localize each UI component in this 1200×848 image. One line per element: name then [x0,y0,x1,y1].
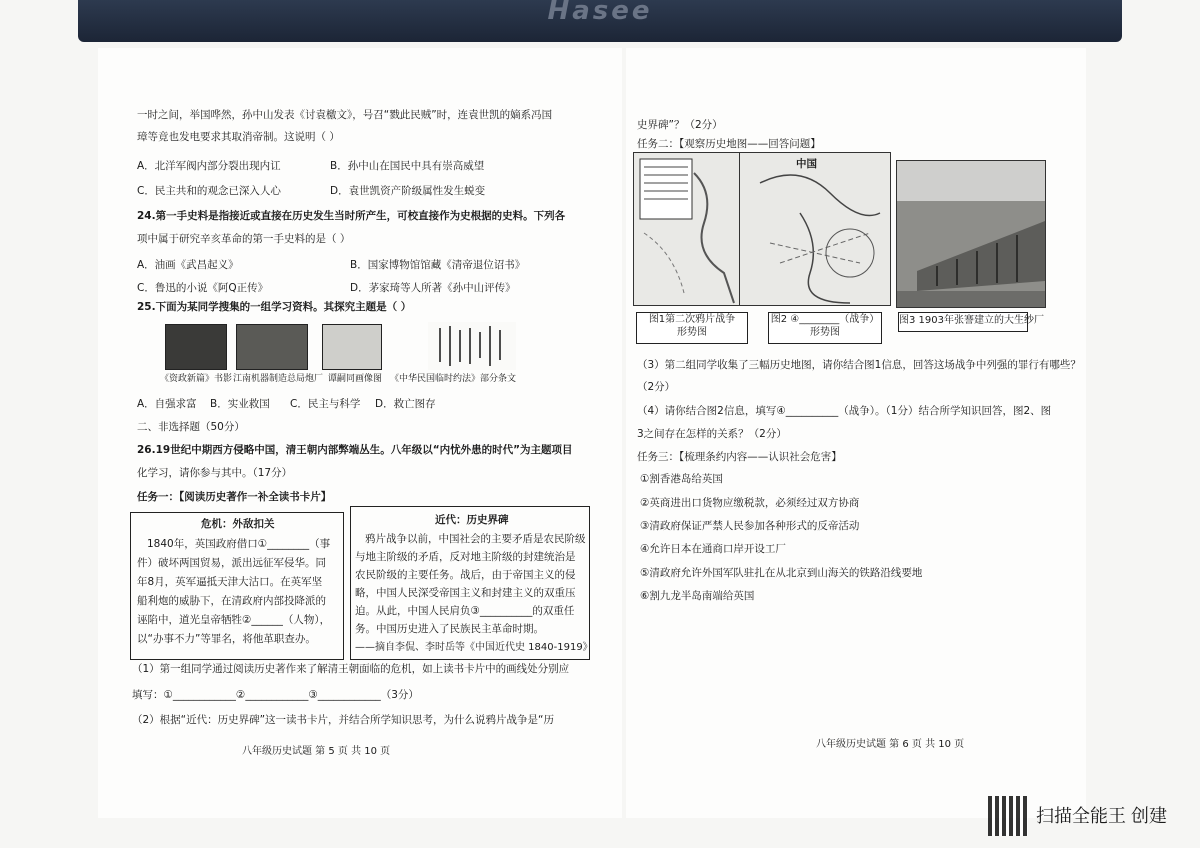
card-line: 农民阶级的主要任务。战后，由于帝国主义的侵 [355,569,576,581]
option-a: A．自强求富 [137,398,197,410]
task-3-heading: 任务三：【梳理条约内容——认识社会危害】 [637,451,842,463]
map-sketch-icon [740,153,890,305]
card-line: 务。中国历史进入了民族民主革命时期。 [355,623,544,635]
card-title: 危机：外敌扣关 [201,518,275,530]
option-c: C．鲁迅的小说《阿Q正传》 [137,282,269,294]
map-figure-1 [633,152,741,306]
text-line: 史界碑”？（2分） [637,119,723,131]
option-d: D．袁世凯资产阶级属性发生蜕变 [330,185,486,197]
caption-line: 形势图 [677,327,707,338]
page-footer: 八年级历史试题 第 5 页 共 10 页 [242,746,391,757]
section-heading: 二、非选择题（50分） [137,421,245,433]
option-c: C．民主与科学 [290,398,361,410]
image-thumbnail [322,324,382,370]
image-caption: 江南机器制造总局炮厂 [233,374,324,384]
card-line: 年8月，英军逼抵天津大沽口。在英军坚 [137,576,323,588]
card-line: 船利炮的威胁下，在清政府内部投降派的 [137,595,326,607]
text-columns-icon [428,322,516,370]
map-figure-2 [739,152,891,306]
option-b: B．国家博物馆馆藏《清帝退位诏书》 [350,259,526,271]
page-footer: 八年级历史试题 第 6 页 共 10 页 [816,739,965,750]
score: （2分） [637,381,676,393]
option-a: A．油画《武昌起义》 [137,259,239,271]
card-line: 鸦片战争以前，中国社会的主要矛盾是农民阶级 [365,533,586,545]
reading-card-1 [130,512,344,660]
card-line: 1840年，英国政府借口①________（事 [147,538,331,550]
option-d: D．救亡图存 [375,398,436,410]
option-d: D．茅家琦等人所著《孙中山评传》 [350,282,516,294]
map-sketch-icon [634,153,740,305]
map-label-china: 中国 [796,158,817,170]
list-item: ②英商进出口货物应缴税款，必须经过双方协商 [640,497,860,509]
laptop-bezel [78,0,1122,42]
document-image [428,322,516,370]
figure-1-caption [636,312,748,344]
caption-line: 形势图 [810,327,840,338]
text-line: 项中属于研究辛亥革命的第一手史料的是（ ） [137,233,351,245]
image-caption: 谭嗣同画像图 [328,374,383,384]
question-4: （4）请你结合图2信息，填写④__________（战争）。（1分）结合所学知识回答，图2、图 [637,405,1052,417]
image-caption: 《中华民国临时约法》部分条文 [390,374,517,384]
option-c: C．民主共和的观念已深入人心 [137,185,281,197]
task-1-heading: 任务一：【阅读历史著作一补全读书卡片】 [137,491,332,503]
card-line: 与地主阶级的矛盾，反对地主阶级的封建统治是 [355,551,576,563]
card-line: 件）破坏两国贸易，派出远征军侵华。同 [137,557,326,569]
text-line: 化学习，请你参与其中。（17分） [137,467,293,479]
option-b: B．孙中山在国民中具有崇高威望 [330,160,485,172]
task-2-heading: 任务二：【观察历史地图——回答问题】 [637,138,821,150]
text-line: 3之间存在怎样的关系？（2分） [637,428,787,440]
card-line: 迫。从此，中国人民肩负③__________的双重任 [355,605,575,617]
question-24: 24.第一手史料是指接近或直接在历史发生当时所产生，可校直接作为史根据的史料。下列各 [137,210,566,222]
card-line: 诬陷中，道光皇帝牺牲②______（人物）， [137,614,331,626]
text-line: 一时之间，举国哗然，孙中山发表《讨袁檄文》，号召“戮此民贼”时，连袁世凯的嫡系冯国 [137,109,553,121]
list-item: ①割香港岛给英国 [640,473,723,485]
caption-line: 图1第二次鸦片战争 [648,314,736,325]
card-line: 以“办事不力”等罪名，将他革职查办。 [137,633,316,645]
list-item: ③清政府保证严禁人民参加各种形式的反帝活动 [640,520,860,532]
question-26: 26.19世纪中期西方侵略中国，清王朝内部弊端丛生。八年级以“内忧外患的时代”为主题项目 [137,444,573,456]
qr-code-icon [988,796,1028,836]
fill-blanks: 填写：①____________②____________③____________（3分） [132,689,419,701]
image-caption: 《资政新篇》书影 [160,374,233,384]
factory-photo-icon [897,161,1045,307]
image-thumbnail [165,324,227,370]
card-title: 近代：历史界碑 [435,514,509,526]
list-item: ④允许日本在通商口岸开设工厂 [640,543,786,555]
option-a: A．北洋军阀内部分裂出现内讧 [137,160,281,172]
question-3: （3）第二组同学收集了三幅历史地图，请你结合图1信息，回答这场战争中列强的罪行有哪些？ [637,359,1081,371]
list-item: ⑤清政府允许外国军队驻扎在从北京到山海关的铁路沿线要地 [640,567,923,579]
figure-2-caption [768,312,882,344]
text-line: 璋等竟也发电要求其取消帝制。这说明（ ） [137,131,340,143]
caption-line: 图2 ④________（战争） [770,314,880,325]
list-item: ⑥割九龙半岛南端给英国 [640,590,755,602]
question-2: （2）根据“近代：历史界碑”这一读书卡片，并结合所学知识思考，为什么说鸦片战争是“历 [132,714,554,726]
citation: ——摘自李侃、李时岳等《中国近代史 1840-1919》 [355,642,593,653]
option-b: B．实业救国 [210,398,270,410]
question-1: （1）第一组同学通过阅读历史著作来了解清王朝面临的危机，如上读书卡片中的画线处分别应 [132,663,570,675]
card-line: 略，中国人民深受帝国主义和封建主义的双重压 [355,587,576,599]
figure-3-caption: 图3 1903年张謇建立的大生纱厂 [898,312,1028,332]
image-thumbnail [236,324,308,370]
reading-card-2 [350,506,593,660]
question-25: 25.下面为某同学搜集的一组学习资料。其探究主题是（ ） [137,301,412,313]
brand-logo: Hasee [547,0,653,26]
scanner-watermark: 扫描全能王 创建 [1036,806,1168,826]
photo-figure-3 [896,160,1046,308]
